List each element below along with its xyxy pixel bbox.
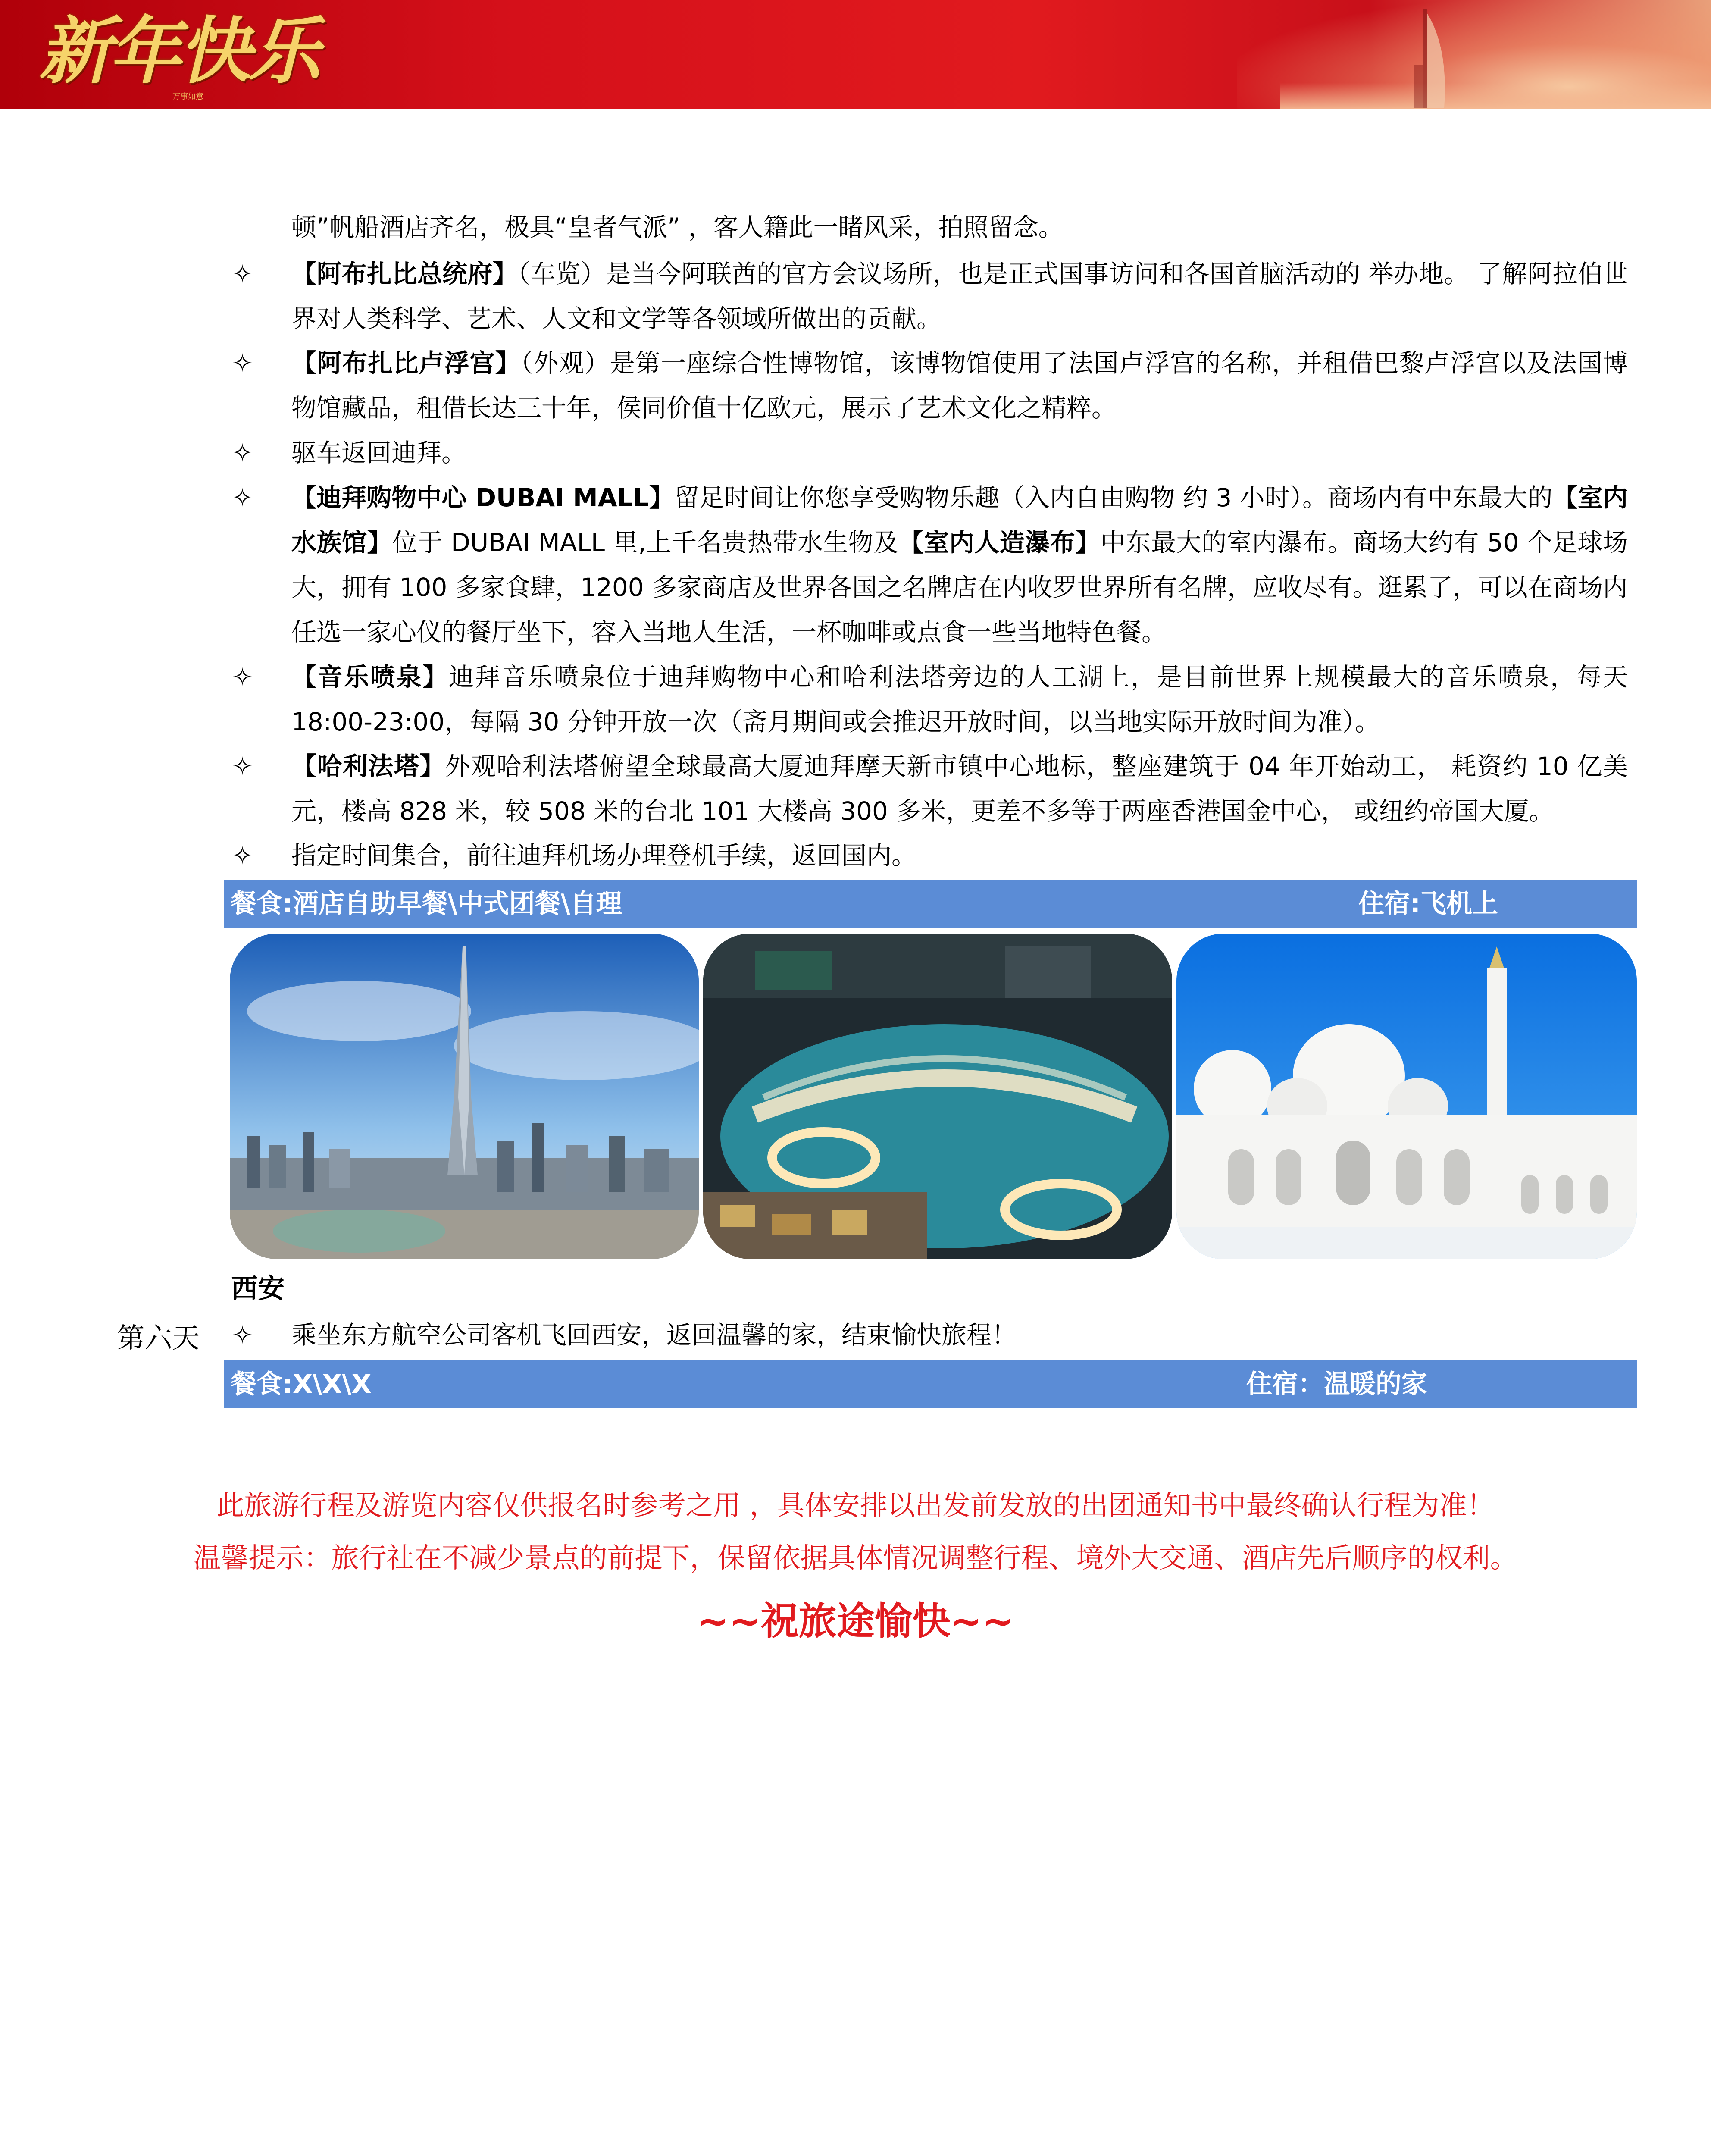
meals-label: 餐食:X\X\X	[231, 1369, 372, 1399]
day6-meal-stay-bar	[224, 1360, 1637, 1408]
meals-label: 餐食:酒店自助早餐\中式团餐\自理	[231, 889, 622, 919]
table-border-top	[94, 203, 1638, 204]
attraction-desc: 留足时间让你您享受购物乐趣（入内自由购物 约 3 小时）。商场内有中东最大的	[674, 483, 1553, 512]
attraction-name: 【室内人造瀑布】	[898, 528, 1101, 557]
table-border-left	[94, 203, 96, 1410]
burj-khalifa-image	[230, 934, 699, 1259]
table-row-divider	[94, 1262, 1638, 1263]
attraction-desc: 外观哈利法塔俯望全球最高大厦迪拜摩天新市镇中心地标，整座建筑于 04 年开始动工， 耗资约 10 亿美元，楼高 828 米，较 508 米的台北 101 大楼高 300 多米，更差不多等于两座香港国金中心， 或纽约帝国大厦。	[291, 752, 1628, 826]
mosque-photo	[1176, 934, 1637, 1259]
music-fountain-photo	[703, 934, 1172, 1259]
attraction-name: 【室内水族馆】	[291, 483, 1628, 557]
burj-al-arab-icon	[1397, 0, 1461, 109]
tips-note: 温馨提示：旅行社在不减少景点的前提下，保留依据具体情况调整行程、境外大交通、酒店先后顺序的权利。	[193, 1542, 1518, 1574]
bullet-icon: ✧	[232, 259, 253, 288]
day6-destination: 西安	[231, 1272, 285, 1304]
bullet-icon: ✧	[232, 1320, 253, 1350]
header-banner	[0, 0, 1711, 109]
burj-khalifa-photo	[230, 934, 699, 1259]
table-border-right	[1636, 203, 1638, 1410]
bullet-icon: ✧	[232, 662, 253, 692]
day6-label: 第六天	[117, 1322, 200, 1354]
banner-subtitle: 万事如意	[172, 92, 203, 101]
bullet-icon: ✧	[232, 348, 253, 378]
bullet-icon: ✧	[232, 841, 253, 870]
attraction-desc: 驱车返回迪拜。	[291, 438, 467, 467]
farewell-text: ~~祝旅途愉快~~	[697, 1599, 1014, 1643]
attraction-name: 【迪拜购物中心 DUBAI MALL】	[291, 483, 674, 512]
attraction-name: 【阿布扎比总统府】	[291, 259, 518, 288]
disclaimer-note: 此旅游行程及游览内容仅供报名时参考之用 ，具体安排以出发前发放的出团通知书中最终确认行程为准！	[216, 1490, 1495, 1522]
mosque-image	[1176, 934, 1637, 1259]
fountain-image	[703, 934, 1172, 1259]
continued-text: 顿”帆船酒店齐名，极具“皇者气派” ，客人籍此一睹风采，拍照留念。	[291, 213, 1064, 242]
banner-dunes	[1280, 83, 1711, 109]
bullet-icon: ✧	[232, 438, 253, 467]
table-border-bottom	[94, 1408, 1638, 1410]
attraction-desc: 中东最大的室内瀑布。商场大约有 50 个足球场大，拥有 100 多家食肆，1200 多家商店及世界各国之名牌店在内收罗世界所有名牌，应收尽有。逛累了，可以在商场内任选一家心仪的餐厅坐下，容入当地人生活，一杯咖啡或点食一些当地特色餐。	[291, 528, 1628, 647]
table-column-divider	[222, 203, 224, 1410]
attraction-name: 【哈利法塔】	[291, 752, 445, 781]
attraction-name: 【阿布扎比卢浮宫】	[291, 348, 521, 378]
bullet-icon: ✧	[232, 752, 253, 781]
attraction-desc: 位于 DUBAI MALL 里,上千名贵热带水生物及	[392, 528, 899, 557]
stay-label: 住宿：温暖的家	[1246, 1369, 1427, 1399]
day5-meal-stay-bar	[224, 880, 1637, 928]
bullet-icon: ✧	[232, 483, 253, 512]
stay-label: 住宿:飞机上	[1358, 889, 1498, 919]
attraction-desc: 指定时间集合，前往迪拜机场办理登机手续，返回国内。	[291, 841, 917, 870]
banner-title: 新年快乐	[39, 8, 318, 94]
attraction-desc: 迪拜音乐喷泉位于迪拜购物中心和哈利法塔旁边的人工湖上，是目前世界上规模最大的音乐喷泉，每天 18:00-23:00，每隔 30 分钟开放一次（斋月期间或会推迟开放时间，以当地实际开放时间为准）。	[291, 662, 1628, 736]
attraction-name: 【音乐喷泉】	[291, 662, 449, 692]
attraction-desc: （外观）是第一座综合性博物馆，该博物馆使用了法国卢浮宫的名称，并租借巴黎卢浮宫以及法国博物馆藏品，租借长达三十年，侯同价值十亿欧元，展示了艺术文化之精粹。	[291, 348, 1628, 423]
day6-item: 乘坐东方航空公司客机飞回西安，返回温馨的家，结束愉快旅程！	[291, 1320, 1017, 1350]
attraction-desc: （车览）是当今阿联酋的官方会议场所，也是正式国事访问和各国首脑活动的 举办地。 了解阿拉伯世界对人类科学、艺术、人文和文学等各领域所做出的贡献。	[291, 259, 1628, 333]
